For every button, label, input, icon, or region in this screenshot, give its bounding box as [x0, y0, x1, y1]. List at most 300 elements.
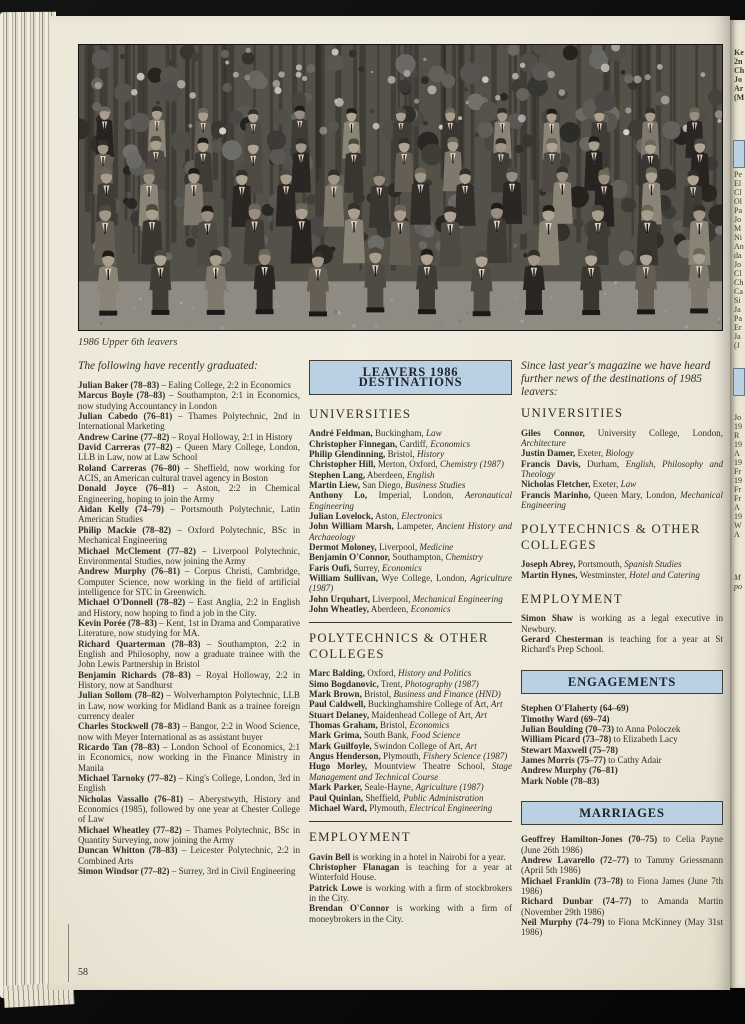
destination-entry [309, 511, 512, 521]
leaver-name: Stephen Lang, [309, 469, 366, 480]
graduate-name: David Carreras (77–82) [78, 442, 173, 453]
graduate-entry [78, 411, 300, 432]
graduate-detail: – London School of Economics, 2:1 in Economics, now working in the Finance Ministry in Manila [78, 742, 300, 773]
leaver-place: Buckingham, [374, 428, 424, 439]
text-fragment: Ni [734, 233, 742, 242]
graduate-entry [78, 525, 300, 546]
adjacent-page-edge [730, 20, 745, 988]
graduate-detail: – Corpus Christi, Cambridge, Computer Science, now working in the field of artificial intelligence for STC in Greenwich. [78, 566, 300, 597]
engagement-detail: to Cathy Adair [608, 754, 662, 765]
engaged-name: Andrew Murphy (76–81) [521, 765, 618, 776]
leaver-course: English [406, 469, 435, 480]
married-name: Neil Murphy (74–79) [521, 917, 605, 927]
leaver-place: Merton, Oxford, [377, 459, 438, 470]
graduate-name: Marcus Boyle (78–83) [78, 390, 166, 401]
leaver-course: Art [475, 709, 487, 720]
section-divider [309, 821, 512, 822]
marriage-entry [521, 917, 723, 938]
graduate-detail: – Queen Mary College, London, LLB in Law, now at Law School [78, 442, 300, 463]
text-fragment: (M [734, 93, 745, 102]
polytechnics-list [309, 668, 512, 813]
leaver-place: San Diego, [362, 479, 403, 490]
destination-entry [309, 679, 512, 689]
destination-entry [521, 479, 723, 489]
leaver-place: Bristol, [364, 689, 392, 700]
section-divider [309, 622, 512, 623]
leaver-place: Mountview Theatre School, [374, 761, 485, 772]
text-fragment: Pe [734, 170, 742, 179]
destination-entry [309, 480, 512, 490]
destination-entry [309, 428, 512, 438]
leaver-course: Food Science [411, 730, 461, 741]
text-fragment: M [734, 224, 742, 233]
text-fragment: da [734, 251, 742, 260]
graduate-detail: – Thames Polytechnic, 2nd in International Marketing [78, 411, 300, 432]
married-name: Richard Dunbar (74–77) [521, 896, 632, 907]
destination-entry [309, 689, 512, 699]
employment-detail: is working in a hotel in Nairobi for a year. [352, 851, 506, 862]
section-title-employment: EMPLOYMENT [309, 830, 411, 845]
destination-entry [309, 594, 512, 604]
leaver-course: Photography (1987) [404, 678, 479, 689]
leaver-place: Aberdeen, [370, 604, 409, 615]
text-fragment: Ja [734, 332, 741, 341]
leaver-name: Mark Guilfoyle, [309, 740, 372, 751]
leaver-place: Southampton, [392, 552, 444, 563]
engaged-name: Stewart Maxwell (75–78) [521, 744, 618, 755]
employment-entry [309, 862, 512, 883]
universities-1985-list [521, 428, 723, 511]
graduate-entry [78, 483, 300, 504]
graduate-entry [78, 566, 300, 597]
graduate-entry [78, 463, 300, 484]
graduates-list [78, 380, 300, 877]
leaver-name: Anthony Lo, [309, 490, 368, 501]
text-fragment: M [734, 573, 741, 582]
leaver-name: Francis Marinho, [521, 489, 591, 500]
graduate-detail: – Surrey, 3rd in Civil Engineering [171, 866, 296, 877]
text-fragment: Jo [734, 215, 742, 224]
leaver-course: Aeronautical Engineering [309, 490, 512, 511]
graduate-detail: – Leicester Polytechnic, 2:2 in Combined Arts [78, 845, 300, 866]
leaver-name: Gavin Bell [309, 851, 351, 862]
graduate-entry [78, 597, 300, 618]
leaver-name: Patrick Lowe [309, 882, 363, 893]
leaver-name: William Sullivan, [309, 573, 378, 583]
adjacent-page-blue-header [733, 140, 745, 168]
text-fragment: Fr [734, 467, 742, 476]
engaged-name: Timothy Ward (69–74) [521, 713, 610, 724]
leaver-course: Economics [381, 562, 422, 573]
leaver-name: John William Marsh, [309, 521, 394, 532]
graduate-entry [78, 390, 300, 411]
leaver-name: Paul Caldwell, [309, 699, 366, 710]
leaver-place: Liverpool, [372, 593, 411, 604]
graduate-detail: – Bangor, 2:2 in Wood Science, now with Meyer International as as assistant buyer [78, 721, 301, 742]
engagement-entry [521, 765, 723, 775]
text-fragment: A [734, 503, 740, 512]
leaver-course: Ancient History and Archaeology [309, 521, 512, 542]
leaver-name: Mark Grima, [309, 730, 362, 741]
destination-entry [521, 448, 723, 458]
engagement-entry [521, 745, 723, 755]
employment-entry [309, 903, 512, 924]
leaver-course: Agriculture (1987) [309, 573, 512, 594]
section-title-polytechnics-1985: POLYTECHNICS & OTHER COLLEGES [521, 522, 701, 552]
text-fragment: Si [734, 296, 741, 305]
engagements-list [521, 703, 723, 786]
graduate-entry [78, 639, 300, 670]
graduate-name: Simon Windsor (77–82) [78, 866, 170, 877]
adjacent-page-fragments-top [734, 48, 745, 102]
destination-entry [309, 563, 512, 573]
destination-entry [309, 573, 512, 594]
destination-entry [309, 439, 512, 449]
adjacent-page-blue-header [733, 368, 745, 396]
text-fragment: 2n [734, 57, 743, 66]
engagement-detail: to Elizabeth Lacy [613, 734, 678, 745]
graduate-detail: – Southampton, 2:2 in English and Philosophy, now a graduate trainee with the John Lewis Partnership in Bristol [78, 638, 300, 670]
graduate-entry [78, 845, 300, 866]
leaver-name: Angus Henderson, [309, 751, 381, 762]
leaver-name: Simon Shaw [521, 613, 574, 624]
leaver-place: Bristol, [380, 720, 408, 731]
magazine-page [50, 16, 730, 990]
adjacent-page-fragments-lower [734, 413, 745, 539]
graduate-name: Ricardo Tan (78–83) [78, 742, 160, 753]
leaver-course: Economics [430, 438, 471, 449]
engaged-name: Mark Noble (78–83) [521, 775, 600, 786]
leaver-name: Mark Brown, [309, 689, 362, 700]
graduate-entry [78, 380, 300, 390]
leaver-name: Christopher Hill, [309, 459, 376, 470]
destination-entry [309, 552, 512, 562]
leaver-course: Business Studies [405, 479, 466, 490]
engagements-header: ENGAGEMENTS [521, 670, 723, 694]
leaver-place: Plymouth, [369, 802, 407, 813]
leaver-course: Stage Management and Technical Course [309, 761, 512, 782]
engagement-entry [521, 714, 723, 724]
text-fragment: Fr [734, 494, 742, 503]
leaver-course: Economics [410, 604, 451, 615]
leaver-course: History and Politics [398, 668, 472, 679]
graduate-detail: – Southampton, 2:1 in Economics, now studying Accountancy in London [78, 390, 300, 411]
graduate-entry [78, 546, 300, 567]
engagement-entry [521, 703, 723, 713]
leaver-name: Julian Lovelock, [309, 510, 374, 521]
destination-entry [521, 428, 723, 449]
engaged-name: William Picard (73–78) [521, 734, 612, 745]
destination-entry [521, 459, 723, 480]
text-fragment: Ja [734, 305, 741, 314]
graduate-name: Julian Cabedo (76–81) [78, 411, 173, 422]
engagement-entry [521, 755, 723, 765]
leaver-name: Philip Glendinning, [309, 448, 386, 459]
graduate-detail: – Oxford Polytechnic, BSc in Mechanical Engineering [78, 524, 300, 546]
leaver-place: University College, London, [597, 427, 724, 438]
engaged-name: Stephen O'Flaherty (64–69) [521, 703, 629, 714]
news-1985-intro: Since last year's magazine we have heard further news of the destinations of 1985 leavers: [521, 360, 711, 398]
leaver-place: Maidenhead College of Art, [371, 709, 473, 720]
graduate-detail: – Royal Holloway, 2:1 in History [171, 431, 293, 442]
leaver-course: Agriculture (1987) [415, 782, 484, 793]
employment-detail: is working with a firm of stockbrokers in the City. [309, 882, 512, 904]
employment-entry [309, 883, 512, 904]
leaver-place: Seale-Hayne, [364, 782, 414, 793]
text-fragment: A [734, 449, 740, 458]
graduate-entry [78, 442, 300, 463]
graduate-name: Andrew Murphy (76–81) [78, 566, 181, 577]
leaver-place: Cardiff, [399, 438, 428, 449]
destination-entry [309, 751, 512, 761]
leavers-destinations-header: LEAVERS 1986 DESTINATIONS [309, 360, 512, 395]
leaver-name: Christopher Flanagan [309, 862, 400, 873]
employment-entry [309, 852, 512, 862]
destination-entry [521, 490, 723, 511]
graduates-intro: The following have recently graduated: [78, 360, 258, 372]
text-fragment: po [734, 582, 742, 591]
graduate-entry [78, 794, 300, 825]
graduate-name: Kevin Porée (78–83) [78, 617, 157, 628]
graduate-name: Michael Tarnoky (77–82) [78, 773, 177, 784]
graduate-entry [78, 825, 300, 846]
text-fragment: Ca [734, 287, 743, 296]
graduate-detail: – Aston, 2:2 in Chemical Engineering, hoping to join the Army [78, 483, 300, 504]
text-fragment: 19 [734, 476, 742, 485]
leaver-place: Liverpool, [378, 541, 418, 552]
employment-list [309, 852, 512, 924]
text-fragment: Jo [734, 75, 742, 84]
engaged-name: James Morris (75–77) [521, 754, 606, 765]
text-fragment: Ar [734, 84, 744, 93]
leaver-name: John Wheatley, [309, 604, 369, 615]
graduate-name: Richard Quarterman (78–83) [78, 638, 201, 649]
leaver-name: John Urquhart, [309, 593, 370, 604]
employment-entry [521, 613, 723, 634]
graduate-entry [78, 742, 300, 773]
leaver-course: Public Administration [403, 792, 484, 803]
destination-entry [309, 604, 512, 614]
marriage-entry [521, 896, 723, 917]
leaver-place: Wye College, London, [381, 573, 467, 583]
leaver-place: Aston, [374, 510, 399, 521]
text-fragment: W [734, 521, 742, 530]
engagement-entry [521, 776, 723, 786]
graduate-name: Philip Mackie (78–82) [78, 524, 172, 535]
marriage-entry [521, 855, 723, 876]
leaver-name: Paul Quinlan, [309, 792, 364, 803]
engaged-name: Julian Boulding (70–73) [521, 723, 614, 734]
destination-entry [309, 793, 512, 803]
leaver-course: English, Philosophy and Theology [521, 458, 724, 479]
leaver-name: Mark Parker, [309, 782, 363, 793]
employment-detail: is working with a firm of moneybrokers in the City. [309, 903, 512, 924]
employment-detail: is working as a legal executive in Newbury. [521, 613, 723, 634]
leaver-place: Surrey, [353, 562, 380, 573]
leaver-name: Nicholas Fletcher, [521, 479, 591, 490]
text-fragment: 19 [734, 440, 742, 449]
leaver-place: Buckinghamshire College of Art, [367, 699, 489, 710]
text-fragment: 19 [734, 422, 742, 431]
marriage-detail: to Fiona McKinney (May 31st 1986) [521, 917, 723, 938]
leaver-name: Justin Damer, [521, 448, 576, 459]
leaver-name: Christopher Finnegan, [309, 438, 398, 449]
graduate-entry [78, 866, 300, 876]
text-fragment: 19 [734, 512, 742, 521]
destination-entry [309, 730, 512, 740]
leaver-name: Michael Ward, [309, 802, 367, 813]
graduate-entry [78, 670, 300, 691]
group-photo [78, 44, 723, 331]
book-page-edges [0, 12, 56, 998]
text-fragment: Fr [734, 485, 742, 494]
leaver-course: Chemistry [445, 552, 483, 563]
leaver-course: History [416, 448, 445, 459]
graduate-name: Andrew Carine (77–82) [78, 431, 170, 442]
leaver-name: Simo Bogdanovic, [309, 678, 379, 689]
section-title-employment-1985: EMPLOYMENT [521, 591, 623, 606]
employment-detail: is teaching for a year at Winterfold House. [309, 862, 512, 883]
leaver-course: Medicine [419, 541, 454, 552]
marriage-detail: to Celia Payne (June 26th 1986) [521, 834, 723, 855]
destination-entry [309, 668, 512, 678]
leaver-course: Chemistry (1987) [439, 459, 504, 470]
adjacent-page-fragments-italic [734, 573, 745, 591]
leaver-course: Architecture [521, 437, 566, 448]
leaver-course: Mechanical Engineering [412, 593, 503, 604]
destination-entry [309, 459, 512, 469]
engagement-entry [521, 734, 723, 744]
graduate-name: Aidan Kelly (74–79) [78, 504, 164, 515]
graduate-name: Julian Sollom (78–82) [78, 690, 164, 701]
text-columns [78, 360, 723, 938]
graduate-name: Nicholas Vassallo (76–81) [78, 793, 184, 804]
married-name: Andrew Lavarello (72–77) [521, 854, 629, 865]
leaver-place: Queen Mary, London, [593, 489, 677, 500]
graduate-detail: – Royal Holloway, 2:2 in History, now at Sandhurst [78, 669, 300, 690]
text-fragment: El [734, 179, 742, 188]
adjacent-page-fragments-middle [734, 170, 745, 350]
graduate-name: Charles Stockwell (78–83) [78, 721, 180, 732]
leaver-name: Martin Liew, [309, 479, 361, 490]
destination-entry [309, 761, 512, 782]
leaver-name: Gerard Chesterman [521, 634, 603, 645]
destination-entry [309, 699, 512, 709]
text-fragment: 19 [734, 458, 742, 467]
graduate-name: Benjamin Richards (78–83) [78, 669, 191, 680]
text-fragment: Jo [734, 413, 742, 422]
leaver-name: Thomas Graham, [309, 720, 378, 731]
leaver-place: Westminster, [579, 569, 627, 580]
graduate-detail: – Thames Polytechnic, BSc in Quantity Surveying, now joining the Army [78, 824, 301, 846]
leaver-name: Giles Connor, [521, 427, 585, 438]
leaver-course: Art [465, 740, 477, 751]
photo-caption: 1986 Upper 6th leavers [78, 337, 178, 348]
leaver-place: Trent, [380, 678, 403, 689]
leaver-course: Law [425, 428, 442, 439]
text-fragment: (J [734, 341, 740, 350]
graduate-detail: – Kent, 1st in Drama and Comparative Literature, now studying for MA. [78, 617, 301, 639]
graduate-name: Duncan Whitton (78–83) [78, 845, 178, 856]
text-fragment: Pa [734, 206, 742, 215]
leavers-1986-column [309, 360, 512, 938]
section-title-universities-1985: UNIVERSITIES [521, 406, 624, 420]
leaver-name: Stuart Delaney, [309, 709, 370, 720]
leaver-place: Lampeter, [396, 521, 434, 532]
leaver-course: Spanish Studies [624, 559, 682, 570]
graduate-name: Donald Joyce (76–81) [78, 483, 175, 494]
graduate-entry [78, 773, 300, 794]
text-fragment: Ke [734, 48, 744, 57]
marriages-list [521, 834, 723, 937]
leaver-course: Mechanical Engineering [521, 489, 724, 510]
graduate-entry [78, 721, 300, 742]
text-fragment: Er [734, 323, 742, 332]
text-fragment: A [734, 530, 740, 539]
leaver-place: Exeter, [592, 479, 619, 490]
leaver-course: Electronics [401, 510, 443, 521]
text-fragment: Ol [734, 197, 742, 206]
leaver-course: Art [490, 699, 503, 710]
universities-list [309, 428, 512, 614]
leaver-place: Aberdeen, [366, 469, 405, 480]
graduate-entry [78, 618, 300, 639]
polytechnics-1985-list [521, 559, 723, 580]
group-photo-image [79, 45, 722, 330]
employment-entry [521, 634, 723, 655]
leaver-course: Economics [409, 720, 450, 731]
graduate-name: Julian Baker (78–83) [78, 380, 160, 390]
graduate-entry [78, 504, 300, 525]
leaver-name: Faris Oufi, [309, 562, 352, 573]
graduate-detail: – Liverpool Polytechnic, Environmental Studies, now joining the Army [78, 545, 300, 566]
leaver-name: Joseph Abrey, [521, 559, 576, 570]
marriage-entry [521, 876, 723, 897]
marriage-entry [521, 834, 723, 855]
leaver-name: André Feldman, [309, 428, 373, 439]
graduate-detail: – Portsmouth Polytechnic, Latin American Studies [78, 504, 300, 525]
leaver-name: Marc Balding, [309, 668, 365, 679]
text-fragment: Cl [734, 269, 742, 278]
leaver-course: Business and Finance (HND) [393, 689, 501, 700]
destination-entry [309, 542, 512, 552]
destination-entry [521, 559, 723, 569]
destination-entry [309, 720, 512, 730]
graduate-entry [78, 432, 300, 442]
leaver-place: Plymouth, [383, 751, 421, 762]
graduate-name: Michael McClement (77–82) [78, 545, 196, 556]
employment-detail: is teaching for a year at St Richard's Prep School. [521, 634, 723, 655]
engagement-entry [521, 724, 723, 734]
destination-entry [309, 449, 512, 459]
marriage-detail: to Amanda Martin (November 29th 1986) [521, 896, 723, 917]
leaver-name: Benjamin O'Connor, [309, 552, 391, 563]
employment-1985-list [521, 613, 723, 654]
graduate-detail: – King's College, London, 3rd in English [78, 773, 300, 794]
graduate-entry [78, 690, 300, 721]
text-fragment: Ch [734, 66, 745, 75]
marriage-detail: to Tammy Griessmann (April 5th 1986) [521, 854, 724, 876]
destination-entry [309, 710, 512, 720]
graduate-detail: – Wolverhampton Polytechnic, LLB in Law, now working for Midland Bank as a trainee foreign currency dealer [78, 690, 300, 721]
leaver-place: Swindon College of Art, [373, 740, 463, 751]
leaver-place: Portsmouth, [577, 559, 622, 570]
section-title-universities: UNIVERSITIES [309, 406, 412, 421]
section-title-polytechnics: POLYTECHNICS & OTHER COLLEGES [309, 631, 489, 661]
leaver-name: Brendan O'Connor [309, 903, 390, 914]
leaver-name: Dermot Moloney, [309, 541, 377, 552]
page-number: 58 [78, 967, 88, 978]
